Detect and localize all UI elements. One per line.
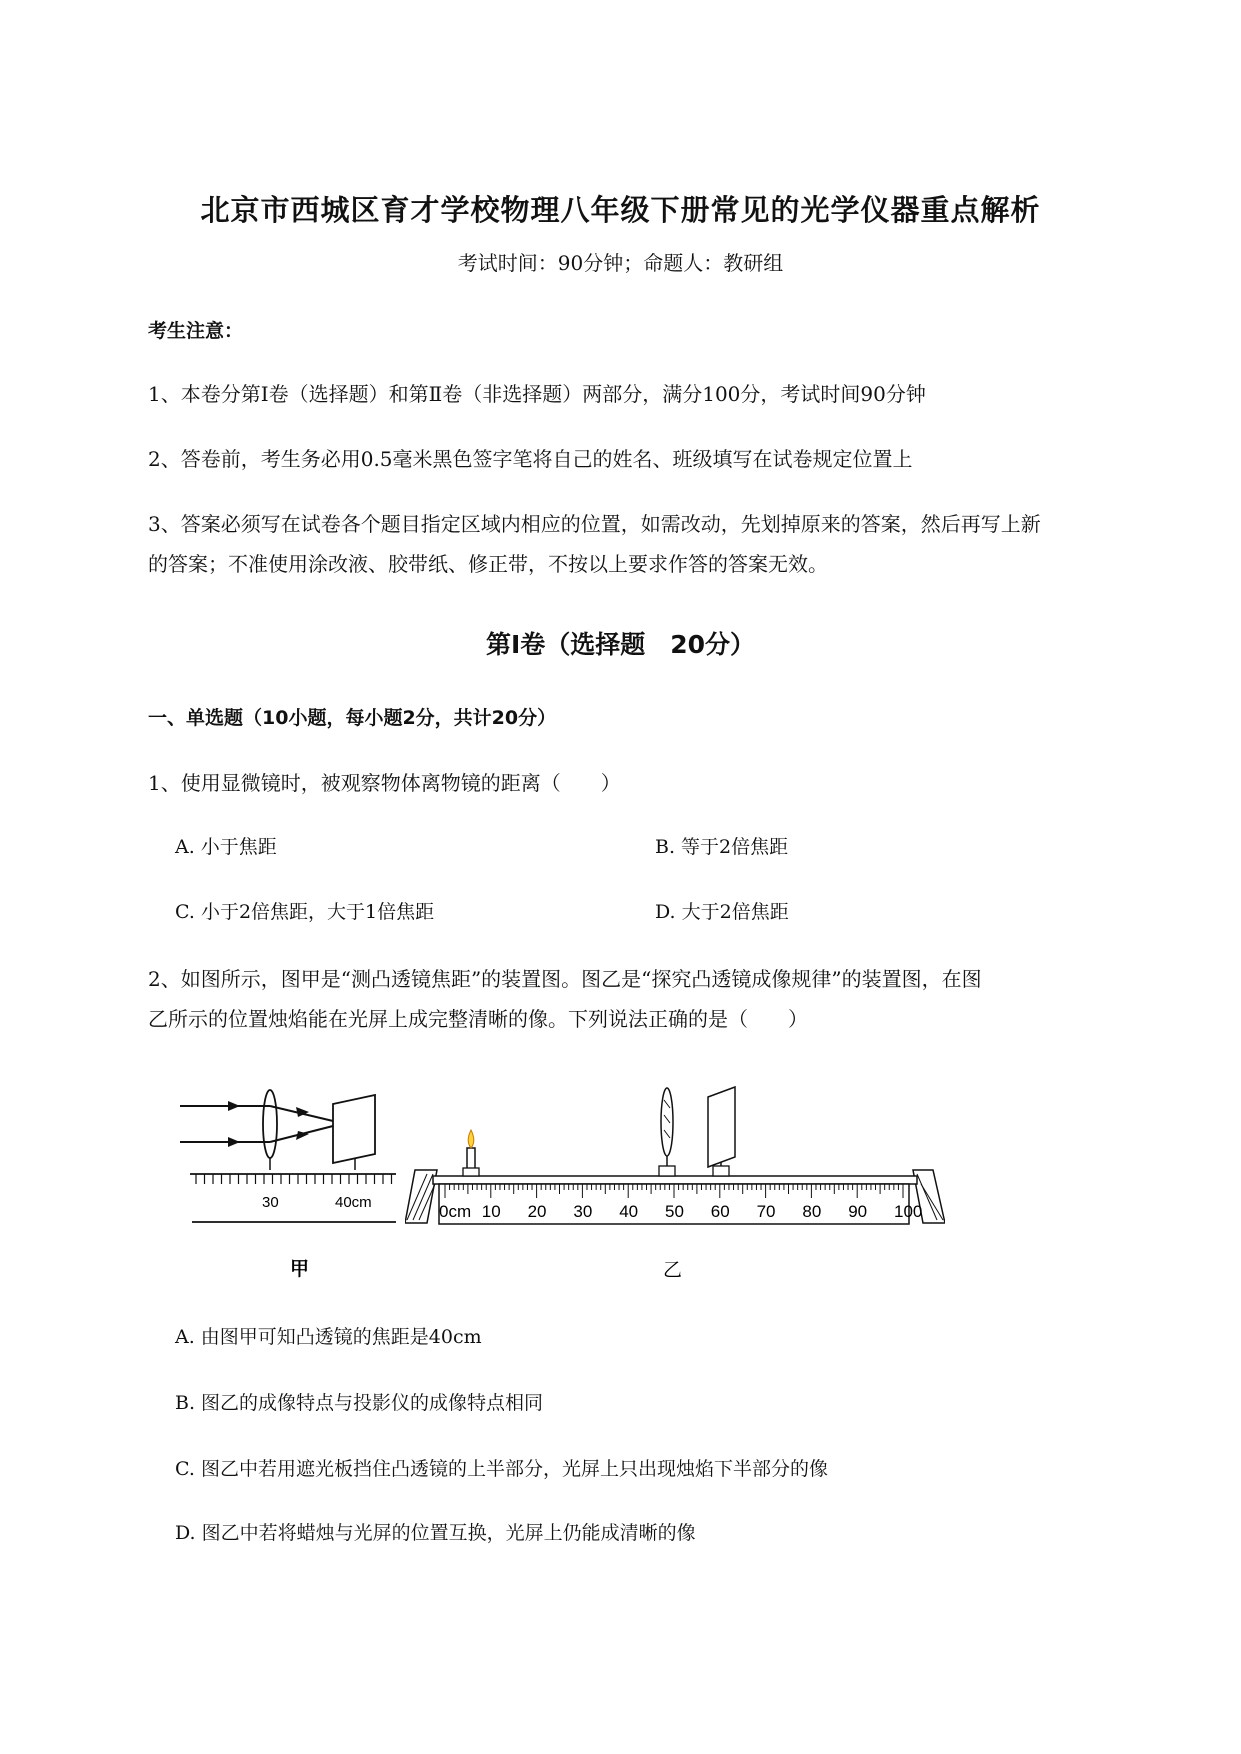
screen <box>333 1095 375 1163</box>
notice-heading: 考生注意： <box>148 320 244 342</box>
figure-yi <box>405 1060 945 1280</box>
notice-item-1: 1、本卷分第I卷（选择题）和第Ⅱ卷（非选择题）两部分，满分100分，考试时间90分钟 <box>148 382 926 406</box>
q2-option-d: D. 图乙中若将蜡烛与光屏的位置互换，光屏上仍能成清晰的像 <box>175 1522 696 1544</box>
scale-label: 60 <box>710 1202 730 1221</box>
page-title: 北京市西城区育才学校物理八年级下册常见的光学仪器重点解析 <box>200 193 1041 227</box>
tick-label: 40cm <box>335 1194 372 1211</box>
q1-stem: 1、使用显微镜时，被观察物体离物镜的距离（ ） <box>148 771 621 795</box>
scale-label: 40 <box>619 1202 639 1221</box>
optical-rail <box>433 1176 917 1184</box>
q2-option-a: A. 由图甲可知凸透镜的焦距是40cm <box>175 1326 482 1348</box>
figure-label-jia: 甲 <box>290 1259 310 1280</box>
q1-option-d: D. 大于2倍焦距 <box>655 901 789 923</box>
notice-item-3-cont: 的答案；不准使用涂改液、胶带纸、修正带，不按以上要求作答的答案无效。 <box>148 552 828 576</box>
scale-label: 30 <box>573 1202 593 1221</box>
exam-info: 考试时间：90分钟；命题人：教研组 <box>457 251 784 275</box>
scale-label: 90 <box>848 1202 868 1221</box>
scale-label: 0cm <box>439 1202 472 1221</box>
q2-stem-line2: 乙所示的位置烛焰能在光屏上成完整清晰的像。下列说法正确的是（ ） <box>148 1007 808 1031</box>
scale-label: 10 <box>481 1202 501 1221</box>
lens-holder <box>659 1088 675 1176</box>
q2-option-c: C. 图乙中若用遮光板挡住凸透镜的上半部分，光屏上只出现烛焰下半部分的像 <box>175 1458 828 1480</box>
figure-label-yi: 乙 <box>663 1260 683 1280</box>
scale-label: 70 <box>756 1202 776 1221</box>
convex-lens <box>661 1088 673 1156</box>
part-heading: 一、单选题（10小题，每小题2分，共计20分） <box>148 707 557 729</box>
scale-label: 50 <box>665 1202 684 1221</box>
candle <box>463 1130 479 1176</box>
scale-label: 80 <box>802 1202 822 1221</box>
q2-stem-line1: 2、如图所示，图甲是“测凸透镜焦距”的装置图。图乙是“探究凸透镜成像规律”的装置图，在图 <box>148 967 982 991</box>
arrow-head-icon <box>228 1101 240 1111</box>
tick-label: 30 <box>262 1194 279 1211</box>
scale-label: 100 <box>894 1202 923 1221</box>
figure-jia <box>170 1060 410 1280</box>
notice-item-2: 2、答卷前，考生务必用0.5毫米黑色签字笔将自己的姓名、班级填写在试卷规定位置上 <box>148 447 913 471</box>
scale-label: 20 <box>527 1202 547 1221</box>
notice-item-3: 3、答案必须写在试卷各个题目指定区域内相应的位置，如需改动，先划掉原来的答案，然后再写上新 <box>148 512 1041 536</box>
q1-option-a: A. 小于焦距 <box>175 836 277 858</box>
light-screen <box>708 1087 735 1176</box>
section-title: 第I卷（选择题 20分） <box>485 630 756 659</box>
q1-option-c: C. 小于2倍焦距，大于1倍焦距 <box>175 901 435 923</box>
arrow-head-icon <box>228 1137 240 1147</box>
convex-lens <box>263 1090 277 1158</box>
q2-option-b: B. 图乙的成像特点与投影仪的成像特点相同 <box>175 1392 544 1414</box>
flame-icon <box>468 1130 473 1148</box>
q1-option-b: B. 等于2倍焦距 <box>655 836 789 858</box>
